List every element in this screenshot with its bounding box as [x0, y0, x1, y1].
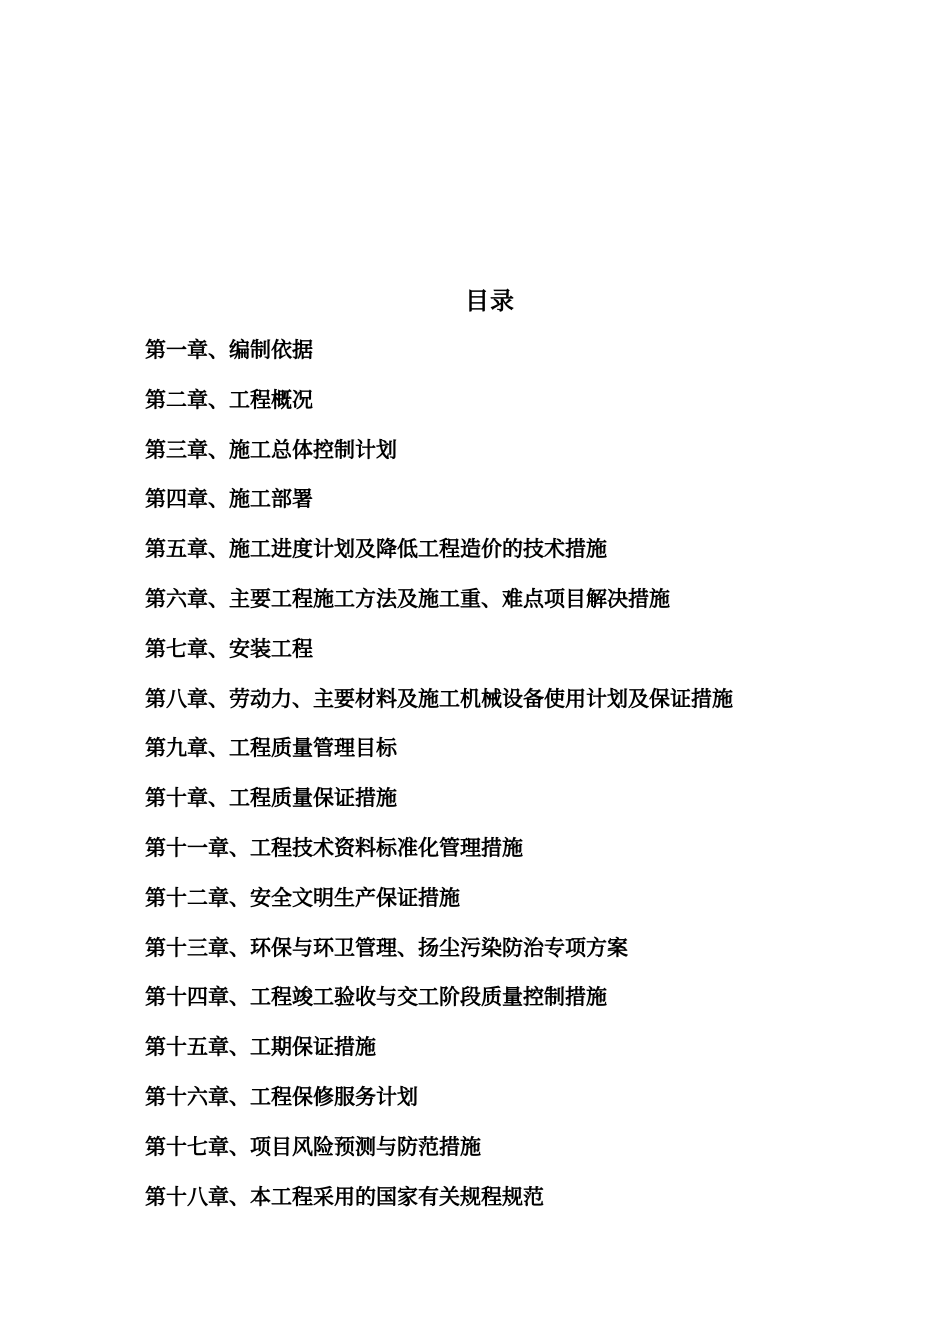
toc-title: 目录: [465, 287, 515, 315]
toc-item: 第十四章、工程竣工验收与交工阶段质量控制措施: [145, 985, 607, 1010]
toc-item: 第十二章、安全文明生产保证措施: [145, 885, 460, 910]
toc-item: 第一章、编制依据: [145, 338, 313, 362]
toc-item: 第九章、工程质量管理目标: [145, 736, 397, 761]
toc-item: 第十一章、工程技术资料标准化管理措施: [145, 835, 523, 860]
toc-item: 第十八章、本工程采用的国家有关规程规范: [145, 1184, 544, 1209]
toc-item: 第十五章、工期保证措施: [145, 1035, 376, 1060]
toc-item: 第三章、施工总体控制计划: [145, 437, 397, 462]
toc-item: 第四章、施工部署: [145, 487, 313, 512]
toc-item: 第五章、施工进度计划及降低工程造价的技术措施: [145, 537, 607, 562]
toc-item: 第十六章、工程保修服务计划: [145, 1084, 418, 1109]
toc-item: 第十七章、项目风险预测与防范措施: [145, 1134, 481, 1159]
toc-item: 第六章、主要工程施工方法及施工重、难点项目解决措施: [145, 586, 670, 611]
toc-item: 第七章、安装工程: [145, 636, 313, 661]
toc-item: 第十章、工程质量保证措施: [145, 786, 397, 811]
toc-list: [145, 334, 733, 1230]
toc-item: 第十三章、环保与环卫管理、扬尘污染防治专项方案: [145, 935, 628, 960]
toc-item: 第八章、劳动力、主要材料及施工机械设备使用计划及保证措施: [145, 686, 733, 711]
toc-item: 第二章、工程概况: [145, 387, 313, 412]
